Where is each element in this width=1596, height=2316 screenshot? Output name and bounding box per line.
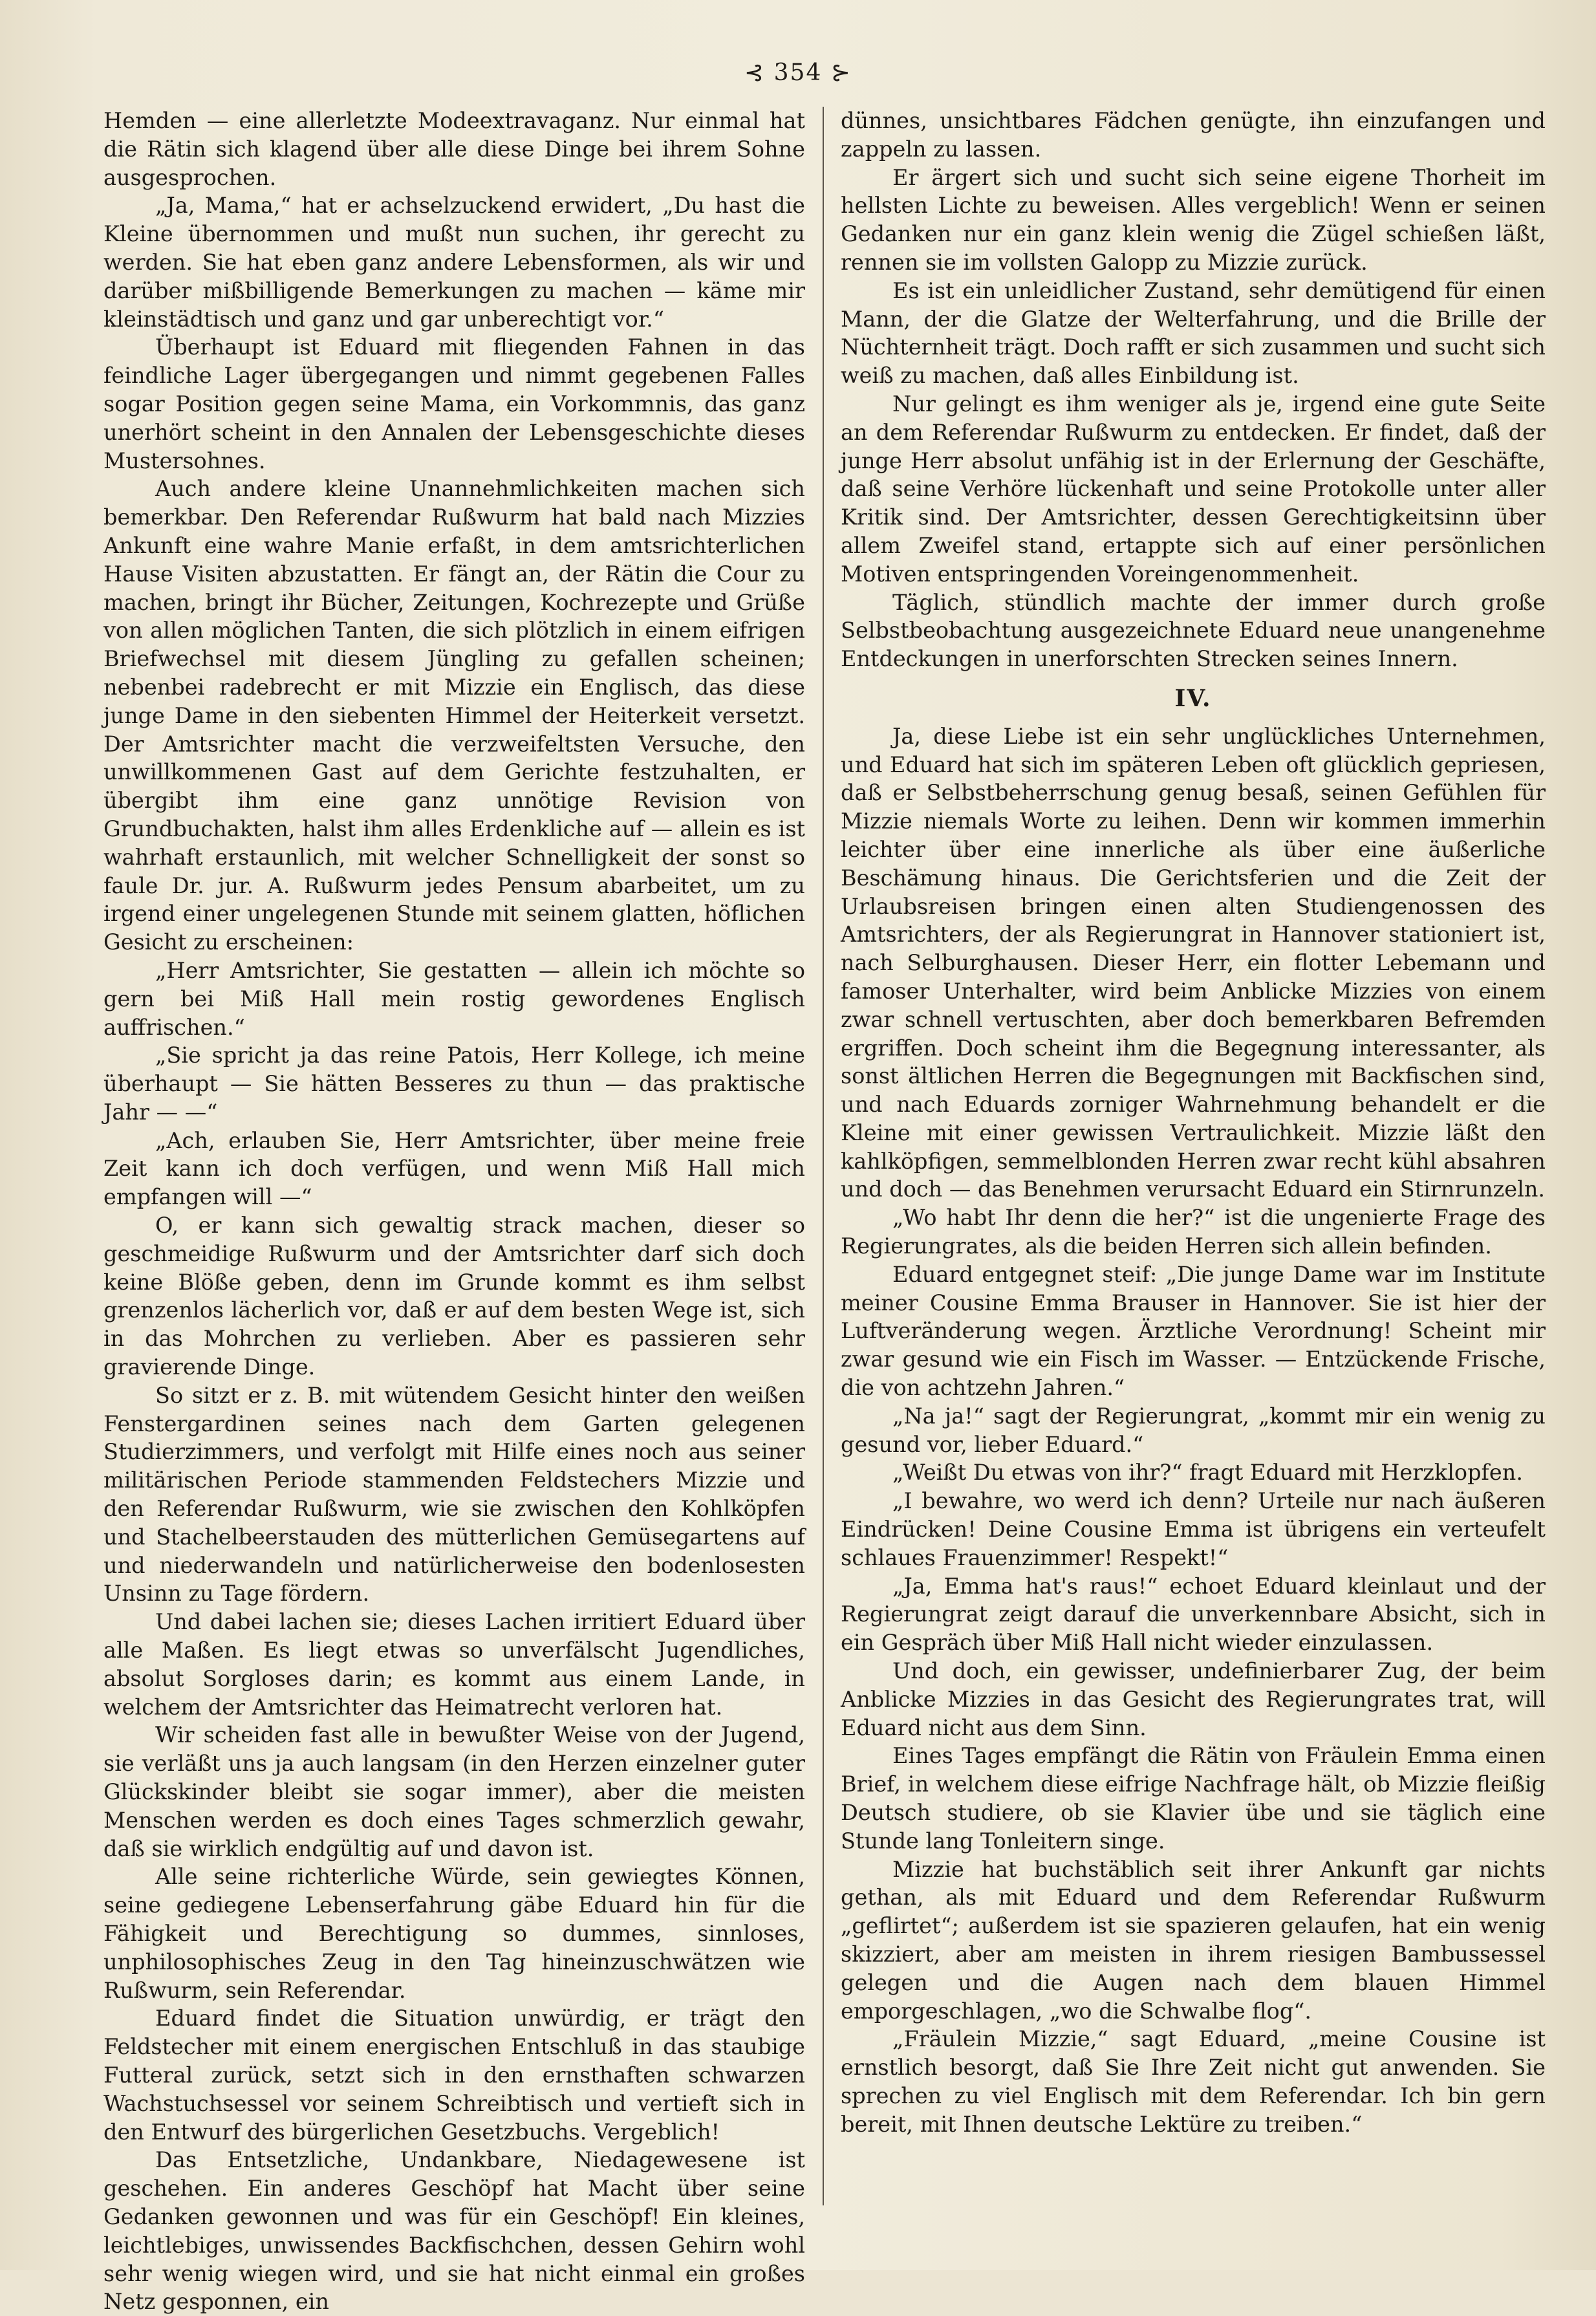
column-divider <box>823 107 824 2205</box>
paragraph: Und dabei lachen sie; dieses Lachen irritiert Eduard über alle Maßen. Es liegt etwas so unverfälscht Jugendliches, absolut Sorgloses darin; es kommt aus einem Lande, in welchem der Amtsrichter das Heimatrecht verloren hat. <box>103 1609 805 1720</box>
paragraph: Mizzie hat buchstäblich seit ihrer Ankunft gar nichts gethan, als mit Eduard und dem Referendar Rußwurm „geflirtet“; außerdem ist sie spazieren gelaufen, hat ein wenig skizziert, aber am meisten in ihrem riesigen Bambussessel gelegen und die Augen nach dem blauen Himmel emporgeschlagen, „wo die Schwalbe flog“. <box>841 1856 1546 2024</box>
paragraph: „Weißt Du etwas von ihr?“ fragt Eduard mit Herzklopfen. <box>892 1460 1523 1486</box>
paragraph: Es ist ein unleidlicher Zustand, sehr demütigend für einen Mann, der die Glatze der Welterfahrung, und die Brille der Nüchternheit trägt. Doch rafft er sich zusammen und sucht sich weiß zu machen, daß alles Einbildung ist. <box>841 277 1546 389</box>
paragraph: Überhaupt ist Eduard mit fliegenden Fahnen in das feindliche Lager übergegangen und nimmt gegebenen Falles sogar Position gegen seine Mama, ein Vorkommnis, das ganz unerhört scheint in den Annalen der Lebensgeschichte dieses Mustersohnes. <box>103 334 805 473</box>
paragraph: Nur gelingt es ihm weniger als je, irgend eine gute Seite an dem Referendar Rußwurm zu entdecken. Er findet, daß der junge Herr absolut unfähig ist in der Erlernung der Geschäfte, daß seine Verhöre lückenhaft und seine Protokolle unter aller Kritik sind. Der Amtsrichter, dessen Gerechtigkeitsinn über allem Zweifel stand, ertappte sich auf einer persönlichen Motiven entspringenden Voreingenommenheit. <box>841 391 1546 587</box>
paragraph: Eduard findet die Situation unwürdig, er trägt den Feldstecher mit einem energischen Entschluß in das staubige Futteral zurück, setzt sich in den ernsthaften schwarzen Wachstuchsessel vor seinem Schreibtisch und vertieft sich in den Entwurf des bürgerlichen Gesetzbuchs. Vergeblich! <box>103 2006 805 2145</box>
paragraph: „Na ja!“ sagt der Regierungrat, „kommt mir ein wenig zu gesund vor, lieber Eduard.“ <box>841 1403 1546 1457</box>
paragraph: „Ja, Mama,“ hat er achselzuckend erwidert, „Du hast die Kleine übernommen und mußt nun suchen, ihr gerecht zu werden. Sie hat eben ganz andere Lebensformen, als wir und darüber mißbilligende Bemerkungen zu machen — käme mir kleinstädtisch und ganz und gar unberechtigt vor.“ <box>103 193 805 332</box>
paragraph: „Herr Amtsrichter, Sie gestatten — allein ich möchte so gern bei Miß Hall mein rostig gewordenes Englisch auffrischen.“ <box>103 957 805 1040</box>
paragraph: Hemden — eine allerletzte Modeextravaganz. Nur einmal hat die Rätin sich klagend über alle diese Dinge bei ihrem Sohne ausgesprochen. <box>103 108 805 190</box>
page-number <box>0 60 1596 86</box>
paragraph: Eduard entgegnet steif: „Die junge Dame war im Institute meiner Cousine Emma Brauser in Hannover. Sie ist hier der Luftveränderung wegen. Ärztliche Verordnung! Scheint mir zwar gesund wie ein Fisch im Wasser. — Entzückende Frische, die von achtzehn Jahren.“ <box>841 1261 1546 1401</box>
page-number-value: 354 <box>773 60 823 86</box>
paragraph: O, er kann sich gewaltig strack machen, dieser so geschmeidige Rußwurm und der Amtsrichter darf sich doch keine Blöße geben, denn im Grunde kommt es ihm selbst grenzenlos lächerlich vor, daß er auf dem besten Wege ist, sich in das Mohrchen zu verlieben. Aber es passieren sehr gravierende Dinge. <box>103 1213 805 1380</box>
paragraph: „Wo habt Ihr denn die her?“ ist die ungenierte Frage des Regierungrates, als die beiden Herren sich allein befinden. <box>841 1205 1546 1259</box>
paragraph: Und doch, ein gewisser, undefinierbarer Zug, der beim Anblicke Mizzies in das Gesicht des Regierungrates trat, will Eduard nicht aus dem Sinn. <box>841 1658 1546 1740</box>
paragraph: Täglich, stündlich machte der immer durch große Selbstbeobachtung ausgezeichnete Eduard neue unangenehme Entdeckungen in unerforschten Strecken seines Innern. <box>841 589 1546 672</box>
paragraph: Wir scheiden fast alle in bewußter Weise von der Jugend, sie verläßt uns ja auch langsam (in den Herzen einzelner guter Glückskinder bleibt sie sogar immer), aber die meisten Menschen werden es doch eines Tages schmerzlich gewahr, daß sie wirklich endgültig auf und davon ist. <box>103 1722 805 1861</box>
paragraph: „I bewahre, wo werd ich denn? Urteile nur nach äußeren Eindrücken! Deine Cousine Emma ist übrigens ein verteufelt schlaues Frauenzimmer! Respekt!“ <box>841 1488 1546 1570</box>
paragraph: Alle seine richterliche Würde, sein gewiegtes Können, seine gediegene Lebenserfahrung gäbe Eduard hin für die Fähigkeit und Berechtigung so dummes, sinnloses, unphilosophisches Zeug in den Tag hineinzuschwätzen wie Rußwurm, sein Referendar. <box>103 1864 805 2003</box>
paragraph: Auch andere kleine Unannehmlichkeiten machen sich bemerkbar. Den Referendar Rußwurm hat bald nach Mizzies Ankunft eine wahre Manie erfaßt, in dem amtsrichterlichen Hause Visiten abzustatten. Er fängt an, der Rätin die Cour zu machen, bringt ihr Bücher, Zeitungen, Kochrezepte und Grüße von allen möglichen Tanten, die sich plötzlich in einem eifrigen Briefwechsel mit diesem Jüngling zu gefallen scheinen; nebenbei radebrecht er mit Mizzie ein Englisch, das diese junge Dame in den siebenten Himmel der Heiterkeit versetzt. Der Amtsrichter macht die verzweifeltsten Versuche, den unwillkommenen Gast auf dem Gerichte festzuhalten, er übergibt ihm eine ganz unnötige Revision von Grundbuchakten, halst ihm alles Erdenkliche auf — allein es ist wahrhaft erstaunlich, mit welcher Schnelligkeit der sonst so faule Dr. jur. A. Rußwurm jedes Pensum abarbeitet, um zu irgend einer ungelegenen Stunde mit seinem glatten, höflichen Gesicht zu erscheinen: <box>103 476 805 955</box>
paragraph: dünnes, unsichtbares Fädchen genügte, ihn einzufangen und zappeln zu lassen. <box>841 108 1546 162</box>
paragraph: Das Entsetzliche, Undankbare, Niedagewesene ist geschehen. Ein anderes Geschöpf hat Macht über seine Gedanken gewonnen und was für ein Geschöpf! Ein kleines, leichtlebiges, unwissendes Backfischchen, dessen Gehirn wohl sehr wenig wiegen wird, und sie hat nicht einmal ein großes Netz gesponnen, ein <box>103 2147 805 2315</box>
page-number-ornament-right: ⊱ <box>830 60 852 86</box>
paragraph: Er ärgert sich und sucht sich seine eigene Thorheit im hellsten Lichte zu beweisen. Alles vergeblich! Wenn er seinen Gedanken nur ein ganz klein wenig die Zügel schießen läßt, rennen sie im vollsten Galopp zu Mizzie zurück. <box>841 164 1546 275</box>
paragraph: „Ja, Emma hat's raus!“ echoet Eduard kleinlaut und der Regierungrat zeigt darauf die unverkennbare Absicht, sich in ein Gespräch über Miß Hall nicht wieder einzulassen. <box>841 1573 1546 1656</box>
right-column <box>841 107 1546 2215</box>
paragraph: Eines Tages empfängt die Rätin von Fräulein Emma einen Brief, in welchem diese eifrige Nachfrage hält, ob Mizzie fleißig Deutsch studiere, ob sie Klavier übe und sie täglich eine Stunde lang Tonleitern singe. <box>841 1743 1546 1854</box>
paragraph: „Sie spricht ja das reine Patois, Herr Kollege, ich meine überhaupt — Sie hätten Besseres zu thun — das praktische Jahr — —“ <box>103 1043 805 1125</box>
page-number-ornament-left: ⊰ <box>744 60 766 86</box>
section-heading: IV. <box>1174 684 1212 712</box>
left-column <box>103 107 805 2315</box>
paragraph: Ja, diese Liebe ist ein sehr unglückliches Unternehmen, und Eduard hat sich im späteren Leben oft glücklich gepriesen, daß er Selbstbeherrschung genug besaß, seinen Gefühlen für Mizzie niemals Worte zu leihen. Denn wir kommen immerhin leichter über eine innerliche als über eine äußerliche Beschämung hinaus. Die Gerichtsferien und die Zeit der Urlaubsreisen bringen einen alten Studiengenossen des Amtsrichters, der als Regierungrat in Hannover stationiert ist, nach Selburghausen. Dieser Herr, ein flotter Lebemann und famoser Unterhalter, wird beim Anblicke Mizzies von einem zwar schnell vertuschten, aber doch bemerkbaren Befremden ergriffen. Doch scheint ihm die Begegnung interessanter, als sonst ältlichen Herren die Begegnungen mit Backfischen sind, und nach Eduards zorniger Wahrnehmung behandelt er die Kleine mit einer gewissen Vertraulichkeit. Mizzie läßt den kahlköpfigen, semmelblonden Herren zwar recht kühl absahren und doch — das Benehmen verursacht Eduard ein Stirnrunzeln. <box>841 723 1546 1202</box>
paragraph: „Ach, erlauben Sie, Herr Amtsrichter, über meine freie Zeit kann ich doch verfügen, und wenn Miß Hall mich empfangen will —“ <box>103 1127 805 1210</box>
paragraph: „Fräulein Mizzie,“ sagt Eduard, „meine Cousine ist ernstlich besorgt, daß Sie Ihre Zeit nicht gut anwenden. Sie sprechen zu viel Englisch mit dem Referendar. Ich bin gern bereit, mit Ihnen deutsche Lektüre zu treiben.“ <box>841 2026 1546 2137</box>
paragraph: So sitzt er z. B. mit wütendem Gesicht hinter den weißen Fenstergardinen seines nach dem Garten gelegenen Studierzimmers, und verfolgt mit Hilfe eines noch aus seiner militärischen Periode stammenden Feldstechers Mizzie und den Referendar Rußwurm, wie sie zwischen den Kohlköpfen und Stachelbeerstauden des mütterlichen Gemüsegartens auf und niederwandeln und natürlicherweise den bodenlosesten Unsinn zu Tage fördern. <box>103 1382 805 1607</box>
